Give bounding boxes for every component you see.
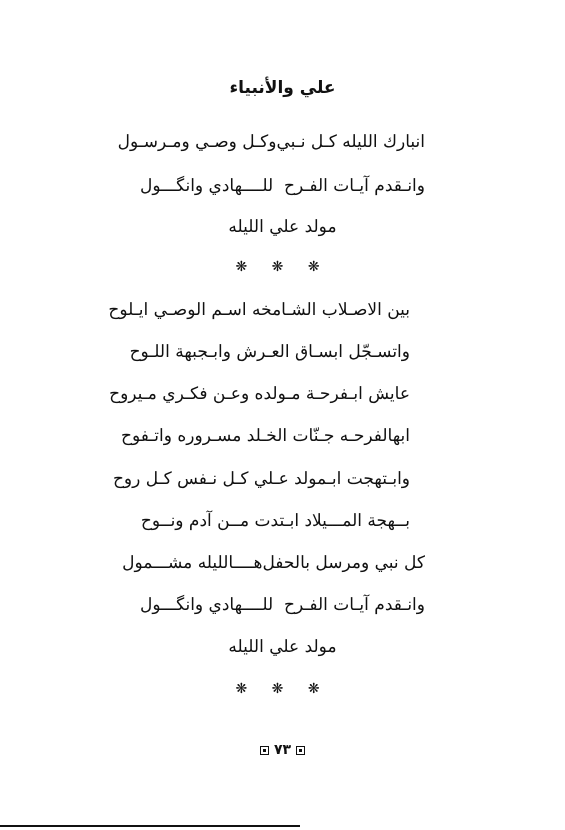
poem-title: علي والأنبياء: [229, 78, 336, 98]
verse-line: وابـتهجت ابـمولد عـلي كـل نـفس كـل روح: [112, 469, 410, 489]
page-number: [0, 742, 565, 758]
refrain-line: مولد علي الليله: [228, 637, 337, 657]
stars-separator: ❋ ❋ ❋: [235, 681, 330, 697]
couplet-2: [140, 175, 425, 197]
verse-line: بين الاصـلاب الشـامخه اسـم الوصـي ايـلوح: [108, 300, 410, 320]
hemistich-right: انبارك الليله كـل نـبي: [276, 132, 425, 152]
square-ornament-icon: [260, 746, 269, 755]
verse-line: بــهجة المـــيلاد ابـتدت مــن آدم ونــوح: [140, 511, 410, 531]
refrain-line: مولد علي الليله: [228, 217, 337, 237]
couplet-4: [140, 594, 425, 616]
stars-separator: ❋ ❋ ❋: [235, 259, 330, 275]
hemistich-left: للــــهادي وانگـــول: [140, 176, 274, 196]
couplet-3: [122, 552, 425, 574]
verse-line: ابهالفرحـه جـنّات الخـلد مسـروره واتـفوح: [120, 426, 410, 446]
hemistich-right: وانـقدم آيـات الفـرح: [284, 595, 425, 615]
hemistich-left: للــــهادي وانگـــول: [140, 595, 274, 615]
hemistich-left: هــــالليله مشـــمول: [122, 553, 263, 573]
hemistich-right: كل نبي ومرسل بالحفل: [262, 553, 425, 573]
hemistich-left: وكـل وصـي ومـرسـول: [117, 132, 277, 152]
verse-line: واتسـجّل ابسـاق العـرش وابـجبهة اللـوح: [129, 342, 410, 362]
hemistich-right: وانـقدم آيـات الفـرح: [284, 176, 425, 196]
bottom-rule: [0, 825, 300, 827]
square-ornament-icon: [296, 746, 305, 755]
verse-line: عايش ابـفرحـة مـولده وعـن فكـري مـيروح: [109, 384, 410, 404]
page-number-text: ٧٣: [273, 742, 292, 758]
couplet-1: [117, 131, 425, 153]
